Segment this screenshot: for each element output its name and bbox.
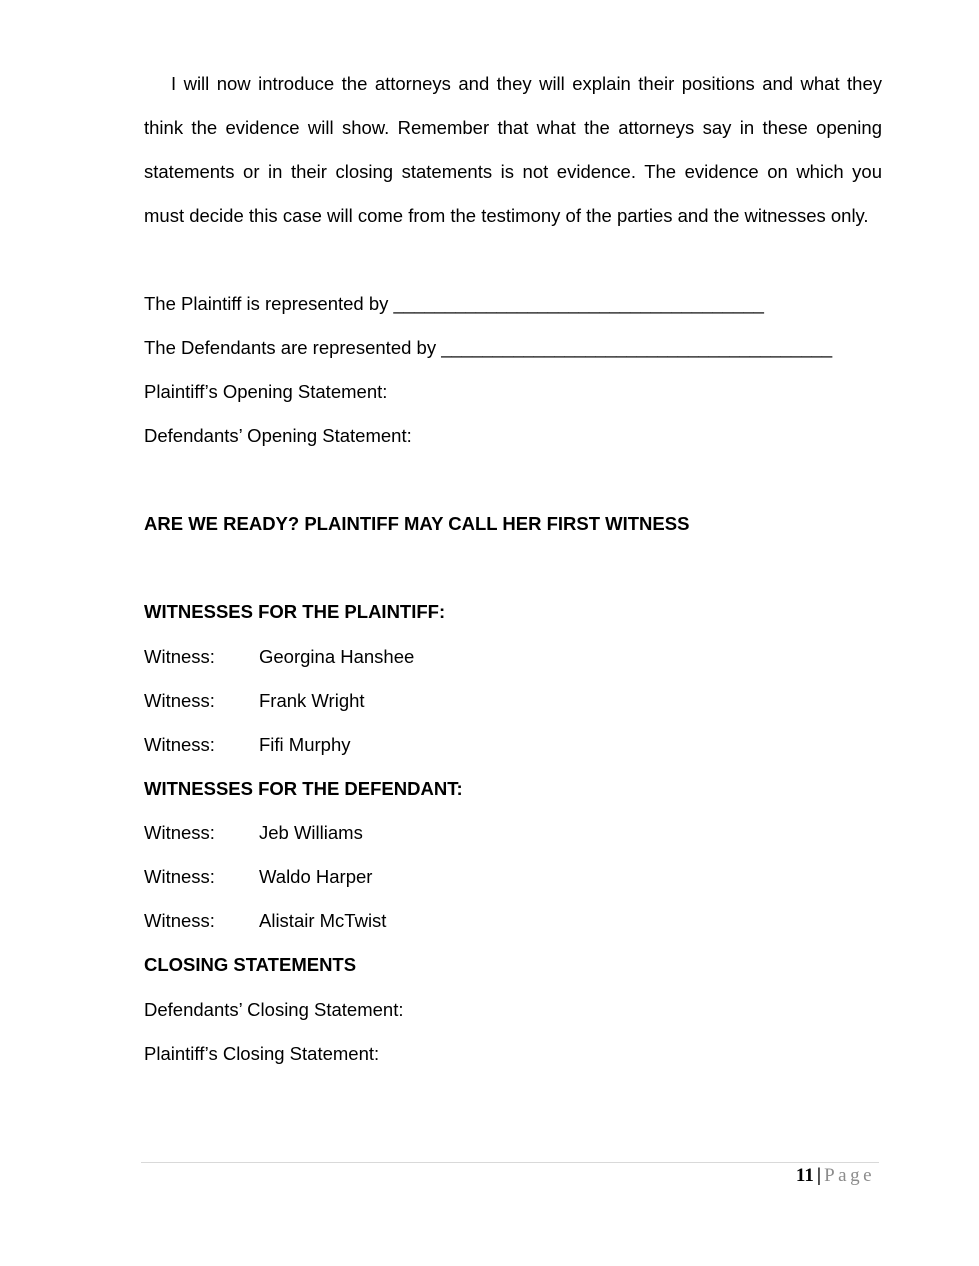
witness-name: Fifi Murphy (259, 734, 351, 755)
witness-name: Alistair McTwist (259, 910, 387, 931)
defendant-witnesses-heading: WITNESSES FOR THE DEFENDANT: (144, 778, 463, 799)
witness-label: Witness: (144, 910, 215, 931)
witness-name: Georgina Hanshee (259, 646, 415, 667)
plaintiff-witness-row (144, 679, 884, 723)
plaintiff-witness-row (144, 723, 884, 767)
footer-divider (141, 1162, 879, 1163)
defendants-opening-statement: Defendants’ Opening Statement: (144, 425, 412, 446)
defendant-witness-row (144, 855, 884, 899)
witness-label: Witness: (144, 646, 215, 667)
witness-name: Jeb Williams (259, 822, 363, 843)
witness-name: Waldo Harper (259, 866, 373, 887)
plaintiff-representation-line: The Plaintiff is represented by ____________________________________ (144, 293, 764, 314)
plaintiff-witness-row (144, 635, 884, 679)
plaintiff-opening-statement: Plaintiff’s Opening Statement: (144, 381, 388, 402)
witness-label: Witness: (144, 822, 215, 843)
intro-paragraph: I will now introduce the attorneys and they will explain their positions and what they think the evidence will show. Remember that what the attorneys say in these opening statements or in their closing statements is not evidence. The evidence on which you must decide this case will come from the testimony of the parties and the witnesses only. (144, 73, 882, 226)
witness-label: Witness: (144, 734, 215, 755)
page-word: Page (824, 1165, 875, 1186)
witness-name: Frank Wright (259, 690, 365, 711)
witness-label: Witness: (144, 690, 215, 711)
page-number: 11 (795, 1165, 814, 1186)
defendant-witness-row (144, 899, 884, 943)
page-separator: | (816, 1165, 822, 1186)
plaintiff-closing-statement: Plaintiff’s Closing Statement: (144, 1043, 380, 1064)
defendants-representation-line: The Defendants are represented by ______________________________________ (144, 337, 833, 358)
defendant-witness-row (144, 811, 884, 855)
ready-heading: ARE WE READY? PLAINTIFF MAY CALL HER FIRST WITNESS (144, 513, 690, 534)
defendants-closing-statement: Defendants’ Closing Statement: (144, 999, 404, 1020)
witness-label: Witness: (144, 866, 215, 887)
closing-statements-heading: CLOSING STATEMENTS (144, 954, 357, 975)
plaintiff-witnesses-heading: WITNESSES FOR THE PLAINTIFF: (144, 601, 446, 622)
page-footer (796, 1164, 875, 1188)
